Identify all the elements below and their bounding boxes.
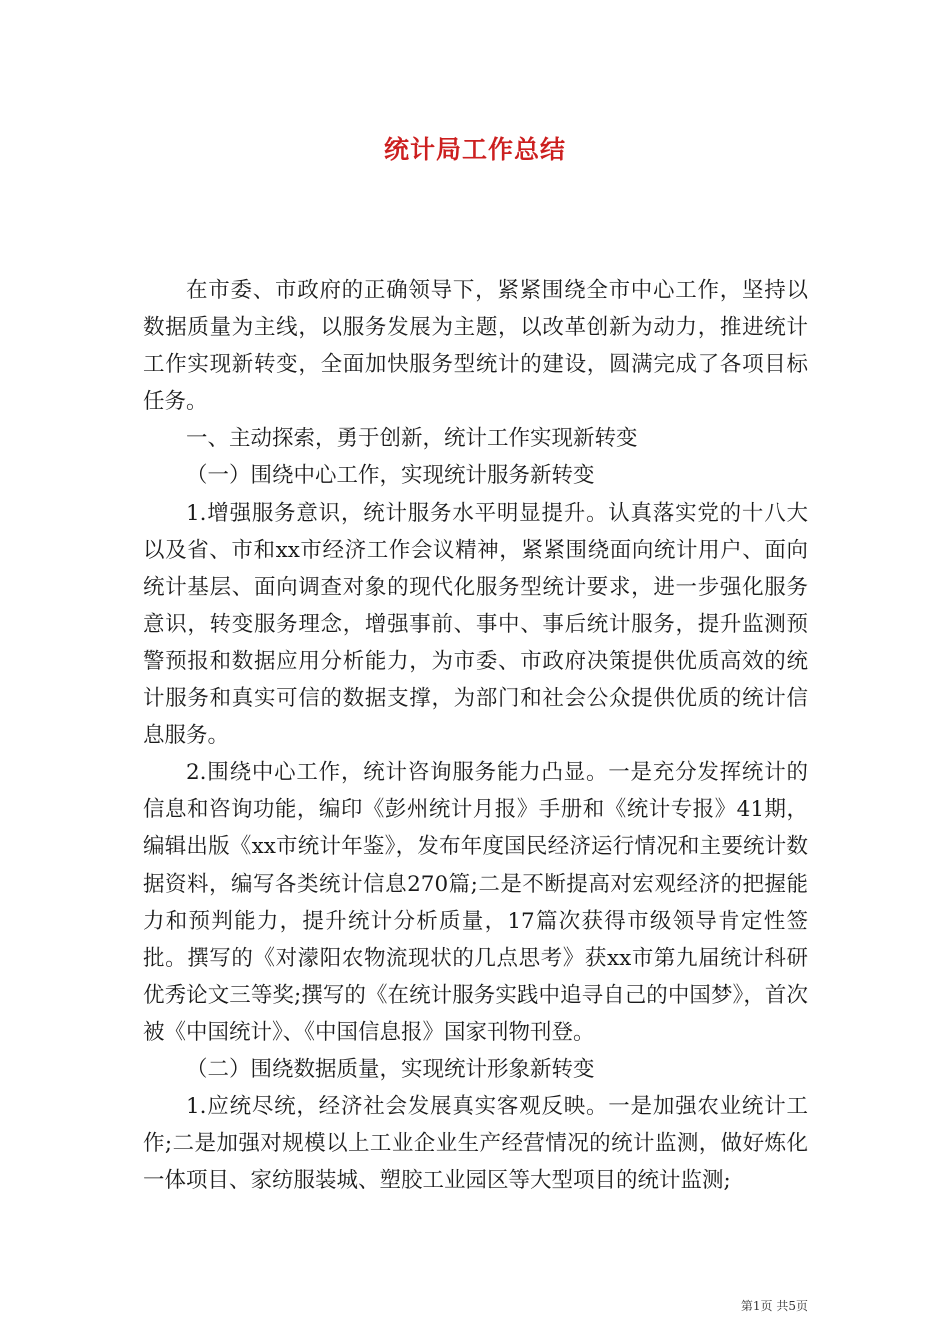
heading-subsection-2: （二）围绕数据质量，实现统计形象新转变 xyxy=(186,1056,595,1082)
paragraph-item-2-1: 1.应统尽统，经济社会发展真实客观反映。一是加强农业统计工作;二是加强对规模以上工业企业生产经营情况的统计监测，做好炼化一体项目、家纺服装城、塑胶工业园区等大型项目的统计监测; xyxy=(143,1094,808,1194)
document-title: 统计局工作总结 xyxy=(383,135,566,164)
heading-subsection-1: （一）围绕中心工作，实现统计服务新转变 xyxy=(186,463,595,489)
page-number: 第1页 共5页 xyxy=(740,1299,808,1313)
paragraph-item-1-1: 1.增强服务意识，统计服务水平明显提升。认真落实党的十八大以及省、市和xx市经济工作会议精神，紧紧围绕面向统计用户、面向统计基层、面向调查对象的现代化服务型统计要求，进一步强化服务意识，转变服务理念，增强事前、事中、事后统计服务，提升监测预警预报和数据应用分析能力，为市委、市政府决策提供优质高效的统计服务和真实可信的数据支撑，为部门和社会公众提供优质的统计信息服务。 xyxy=(143,500,808,749)
heading-section-1: 一、主动探索，勇于创新，统计工作实现新转变 xyxy=(186,426,638,452)
paragraph-intro: 在市委、市政府的正确领导下，紧紧围绕全市中心工作，坚持以数据质量为主线，以服务发展为主题，以改革创新为动力，推进统计工作实现新转变，全面加快服务型统计的建设，圆满完成了各项目标任务。 xyxy=(143,278,808,415)
document-body xyxy=(143,272,808,1199)
paragraph-item-1-2: 2.围绕中心工作，统计咨询服务能力凸显。一是充分发挥统计的信息和咨询功能，编印《彭州统计月报》手册和《统计专报》41期，编辑出版《xx市统计年鉴》，发布年度国民经济运行情况和主要统计数据资料，编写各类统计信息270篇;二是不断提高对宏观经济的把握能力和预判能力，提升统计分析质量，17篇次获得市级领导肯定性签批。撰写的《对濛阳农物流现状的几点思考》获xx市第九届统计科研优秀论文三等奖;撰写的《在统计服务实践中追寻自己的中国梦》，首次被《中国统计》、《中国信息报》国家刊物刊登。 xyxy=(143,760,808,1045)
